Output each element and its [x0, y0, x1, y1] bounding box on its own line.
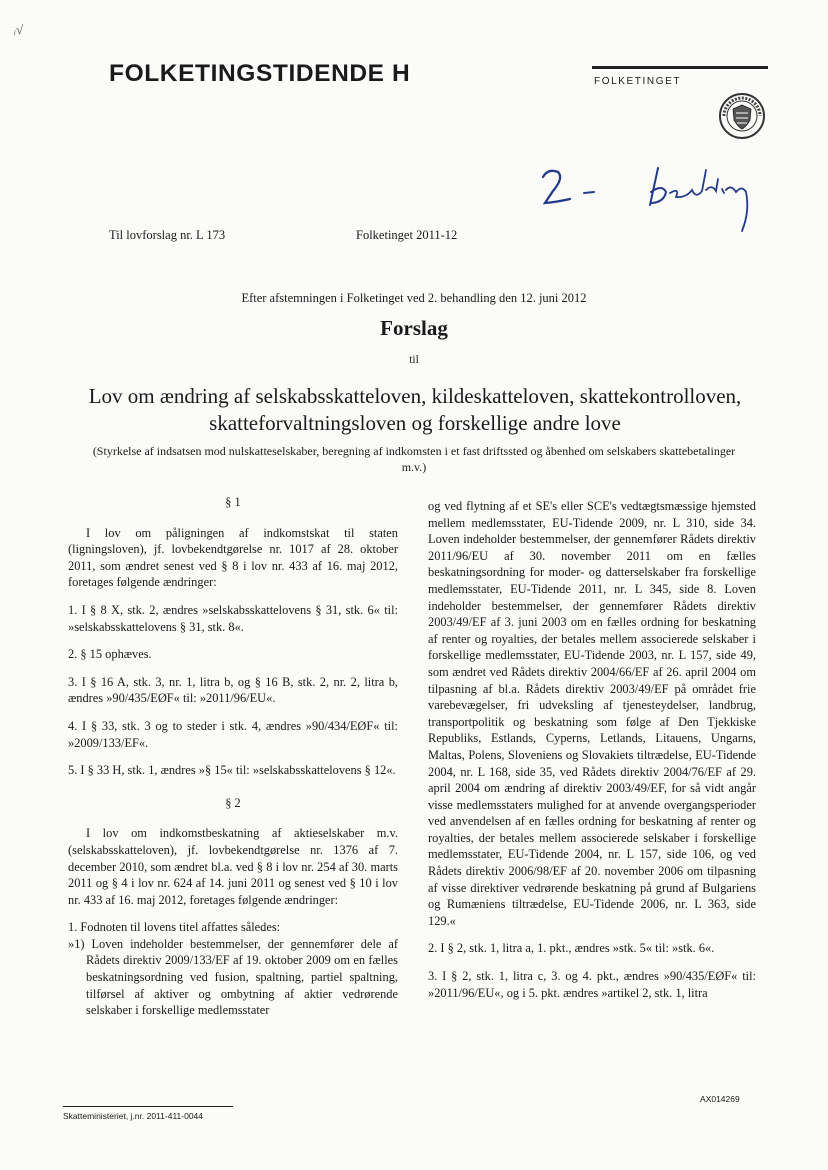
margin-scribble: ᵢ√ [14, 22, 24, 37]
right-column [428, 498, 756, 1001]
handwritten-note-text: 2. behandling [540, 234, 546, 235]
footnote-quote: »1) Loven indeholder bestemmelser, der gennemfører dele af Rådets direktiv 2009/133/EF af 19. oktober 2009 om en fælles beskatningsordning ved fusion, spaltning, partiel spaltning, tilførsel af aktiver og ombytning af aktier vedrørende selskaber i forskellige medlemsstater [68, 936, 398, 1018]
session: Folketinget 2011-12 [356, 228, 458, 242]
parliament-seal-icon [718, 92, 766, 140]
amendment-item: 4. I § 33, stk. 3 og to steder i stk. 4, ændres »90/434/EØF« til: »2009/133/EF«. [68, 718, 398, 750]
document-heading: Forslag [380, 316, 448, 340]
amendment-item: 3. I § 2, stk. 1, litra c, 3. og 4. pkt., ændres »90/435/EØF« til: »2011/96/EU«, og i 5. pkt. ændres »artikel 2, stk. 1, litra [428, 969, 756, 1000]
section-heading: § 1 [225, 495, 241, 509]
section-heading: § 2 [225, 795, 241, 810]
law-title [70, 383, 760, 437]
left-column [68, 494, 398, 1019]
amendment-item: 1. Fodnoten til lovens titel affattes således: [68, 920, 281, 935]
masthead-title: FOLKETINGSTIDENDE H [109, 60, 411, 87]
heading-til: til [409, 354, 419, 366]
section-intro: I lov om indkomstbeskatning af aktieselskaber m.v. (selskabsskatteloven), jf. lovbekendtgørelse nr. 1376 af 7. december 2010, som ændret bl.a. ved § 8 i lov nr. 254 af 30. marts 2011 og § 4 i lov nr. 624 af 14. juni 2011 og senest ved § 10 i lov nr. 433 af 16. maj 2012, foretages følgende ændringer: [68, 826, 398, 907]
law-title-line-1: Lov om ændring af selskabsskatteloven, kildeskatteloven, skattekontrolloven, [88, 384, 742, 408]
bill-number: Til lovforslag nr. L 173 [109, 228, 226, 242]
amendment-item: 2. § 15 ophæves. [68, 647, 152, 662]
law-subtitle: (Styrkelse af indsatsen mod nulskatteselskaber, beregning af indkomsten i et fast driftssted og åbenhed om selskabers skattebetalinger m.v.) [92, 444, 736, 474]
amendment-item: 2. I § 2, stk. 1, litra a, 1. pkt., ændres »stk. 5« til: »stk. 6«. [428, 941, 715, 956]
amendment-item: 1. I § 8 X, stk. 2, ændres »selskabsskattelovens § 31, stk. 6« til: »selskabsskattelovens § 31, stk. 8«. [68, 602, 398, 634]
parliament-label: FOLKETINGET [594, 76, 682, 87]
law-title-line-2: skatteforvaltningsloven og forskellige andre love [209, 411, 621, 435]
ministry-reference: Skatteministeriet, j.nr. 2011-411-0044 [63, 1111, 204, 1121]
document-code: AX014269 [700, 1094, 740, 1104]
handwritten-note [540, 165, 770, 235]
adoption-note: Efter afstemningen i Folketinget ved 2. behandling den 12. juni 2012 [241, 291, 587, 305]
amendment-item: 5. I § 33 H, stk. 1, ændres »§ 15« til: »selskabsskattelovens § 12«. [68, 763, 396, 778]
amendment-item: 3. I § 16 A, stk. 3, nr. 1, litra b, og § 16 B, stk. 2, nr. 2, litra b, ændres »90/435/EØF« til: »2011/96/EU«. [68, 674, 398, 706]
section-intro: I lov om påligningen af indkomstskat til staten (ligningsloven), jf. lovbekendtgørelse nr. 1017 af 28. oktober 2011, som ændret senest ved § 8 i lov nr. 433 af 16. maj 2012, foretages følgende ændringer: [68, 525, 398, 590]
header-rule [592, 66, 768, 69]
footnote-continuation: og ved flytning af et SE's eller SCE's vedtægtsmæssige hjemsted mellem medlemsstater, EU-Tidende 2009, nr. L 310, side 34. Loven indeholder bestemmelser, der gennemfører Rådets direktiv 2011/96/EU af 30. november 2011 om en fælles beskatningsordning for moder- og datterselskaber fra forskellige medlemsstater, EU-Tidende 2011, nr. L 345, side 8. Loven indeholder bestemmelser, der gennemfører Rådets direktiv 2003/49/EF af 3. juni 2003 om en fælles ordning for beskatning af renter og royalties, der betales mellem associerede selskaber i forskellige medlemsstater, EU-Tidende 2003, nr. L 157, side 49, som ændret ved Rådets direktiv 2004/66/EF af 26. april 2004 om tilpasning af bl.a. Rådets direktiv 2003/49/EF på området frie varebevægelser, fri udveksling af tjenesteydelser, landbrug, transportpolitik og beskatning som følge af Den Tjekkiske Republiks, Estlands, Cyperns, Letlands, Litauens, Ungarns, Maltas, Polens, Sloveniens og Slovakiets tiltrædelse, EU-Tidende 2004, nr. L 168, side 35, ved Rådets direktiv 2004/76/EF af 29. april 2004 om ændring af direktiv 2003/49/EF, for så vidt angår visse medlemsstaters mulighed for at anvende overgangsperioder ved anvendelsen af en fælles ordning for beskatning af renter og royalties, der betales mellem associerede selskaber i forskellige medlemsstater, EU-Tidende 2004, nr. L 157, side 106, og ved Rådets direktiv 2006/98/EF af 20. november 2006 om tilpasning af visse direktiver vedrørende beskatning på grund af Bulgariens og Rumæniens tiltrædelse, EU-Tidende 2006, nr. L 363, side 129.« [428, 499, 756, 928]
footer-rule [63, 1106, 233, 1107]
